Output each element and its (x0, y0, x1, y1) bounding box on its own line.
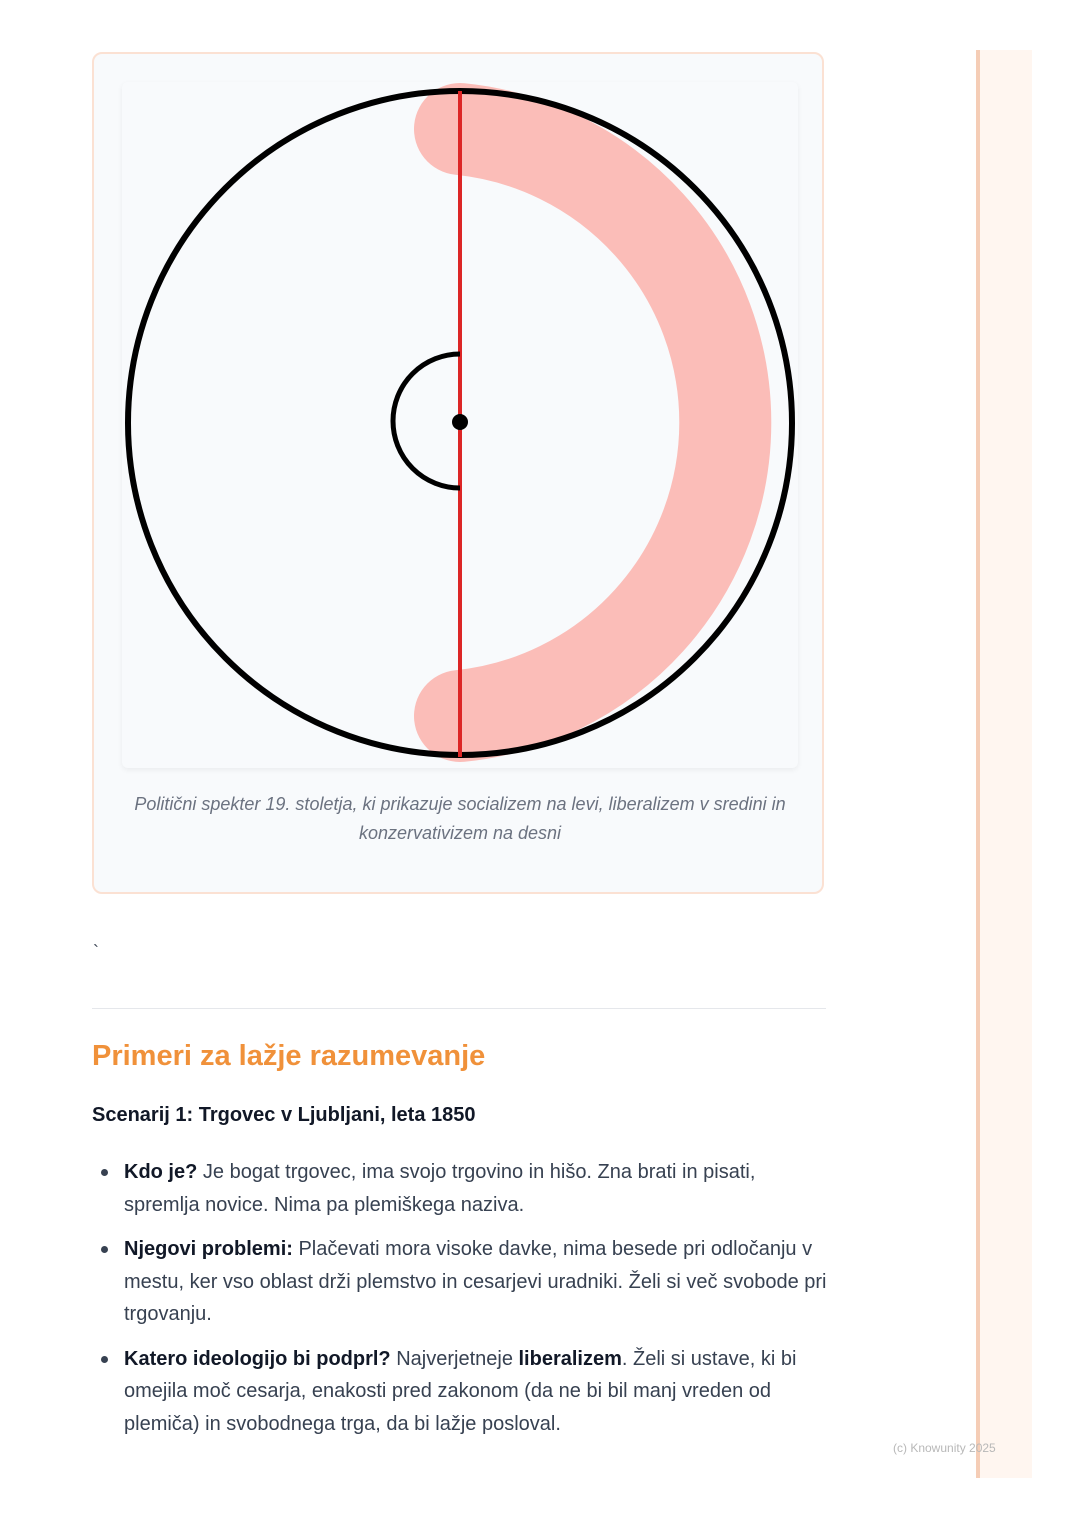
item-label: Kdo je? (124, 1161, 198, 1183)
bullet-dot (101, 1356, 108, 1363)
divider (92, 1008, 826, 1009)
figure-caption: Politični spekter 19. stoletja, ki prikazuje socializem na levi, liberalizem v sredini in konzervativizem na desni (134, 794, 786, 843)
side-panel-border (976, 50, 980, 1478)
list-item-ideology (92, 1343, 832, 1441)
bullet-dot (101, 1169, 108, 1176)
figure-card (92, 52, 824, 894)
item-emphasis: liberalizem (518, 1347, 622, 1370)
item-text: Je bogat trgovec, ima svojo trgovino in hišo. Zna brati in pisati, spremlja novice. Nima pa plemiškega naziva. (124, 1161, 756, 1216)
side-panel (976, 50, 1032, 1478)
item-text: Plačevati mora visoke davke, nima besede pri odločanju v mestu, ker vso oblast drži plemstvo in cesarjevi uradniki. Želi si več svobode pri trgovanju. (124, 1238, 827, 1325)
stray-mark: ` (93, 942, 99, 962)
list-item-problems (92, 1233, 832, 1331)
highlight-arc (460, 129, 725, 716)
bullet-dot (101, 1246, 108, 1253)
political-spectrum-diagram (122, 82, 798, 768)
center-dot (452, 414, 468, 430)
small-arc (393, 354, 460, 488)
item-text: . Želi si ustave, ki bi omejila moč cesarja, enakosti pred zakonom (da ne bi bil manj vreden od plemiča) in svobodnega trga, da bi lažje posloval. (124, 1347, 797, 1435)
item-label: Njegovi problemi: (124, 1238, 293, 1260)
scenario-title: Scenarij 1: Trgovec v Ljubljani, leta 1850 (92, 1104, 476, 1126)
section-heading: Primeri za lažje razumevanje (92, 1040, 486, 1072)
spectrum-svg (122, 82, 798, 768)
bullet-list (92, 1156, 832, 1452)
item-label: Katero ideologijo bi podprl? (124, 1347, 391, 1370)
copyright-notice: (c) Knowunity 2025 (893, 1441, 996, 1455)
item-text: Najverjetneje (390, 1347, 519, 1370)
list-item-who (92, 1156, 832, 1221)
